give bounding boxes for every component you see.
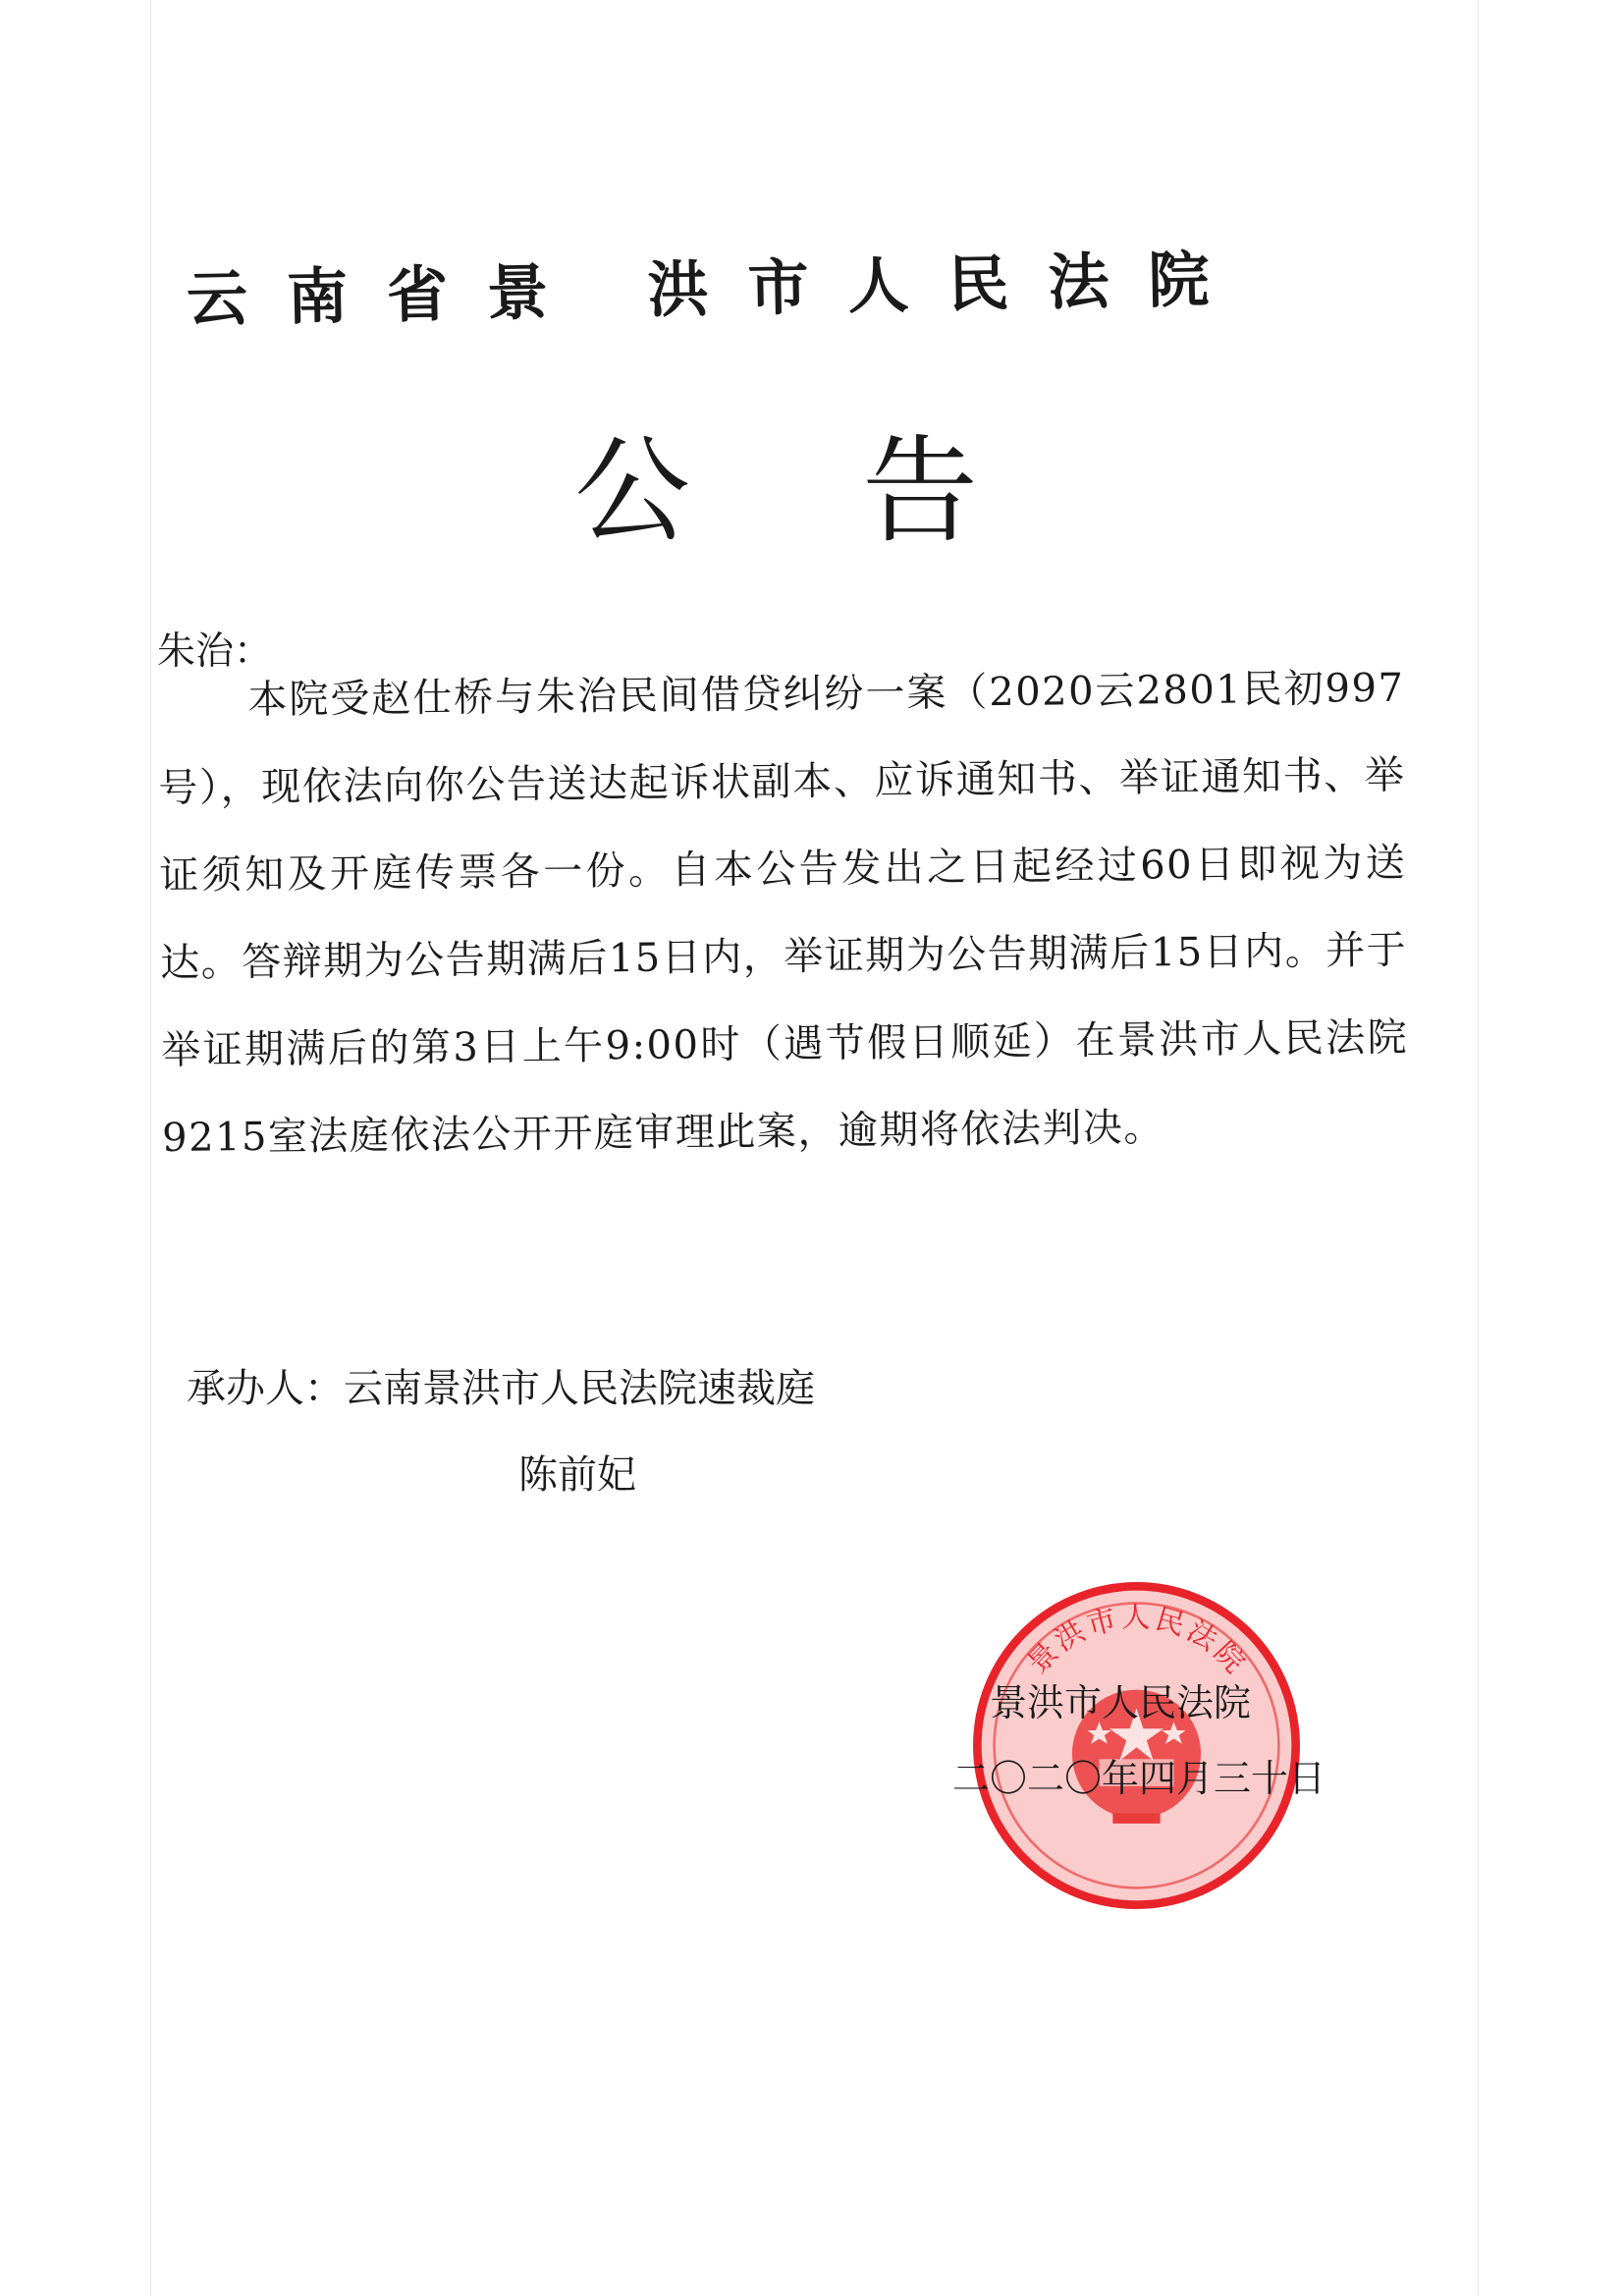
signature-date: 二〇二〇年四月三十日 [952, 1757, 1326, 1800]
handler-name: 陈前妃 [518, 1452, 636, 1498]
scan-edge-line [150, 0, 151, 2296]
notice-body: 本院受赵仕桥与朱治民间借贷纠纷一案（2020云2801民初997号），现依法向你公告送达起诉状副本、应诉通知书、举证通知书、举证须知及开庭传票各一份。自本公告发出之日起经过60日即视为送达。答辩期为公告期满后15日内，举证期为公告期满后15日内。并于举证期满后的第3日上午9:00时（遇节假日顺延）在景洪市人民法院9215室法庭依法公开开庭审理此案，逾期将依法判决。 [158, 665, 1409, 1161]
signature-court-name: 景洪市人民法院 [990, 1681, 1252, 1724]
court-name-heading: 云南省景 洪市人民法院 [186, 243, 1250, 335]
scan-edge-line [1478, 0, 1479, 2296]
court-seal-stamp [967, 1576, 1306, 1915]
notice-title: 公告 [574, 423, 1151, 559]
handler-label: 承办人：云南景洪市人民法院速裁庭 [187, 1366, 815, 1411]
seal-arc-text: 景洪市人民法院 [1020, 1600, 1255, 1682]
addressee: 朱治： [157, 629, 273, 674]
